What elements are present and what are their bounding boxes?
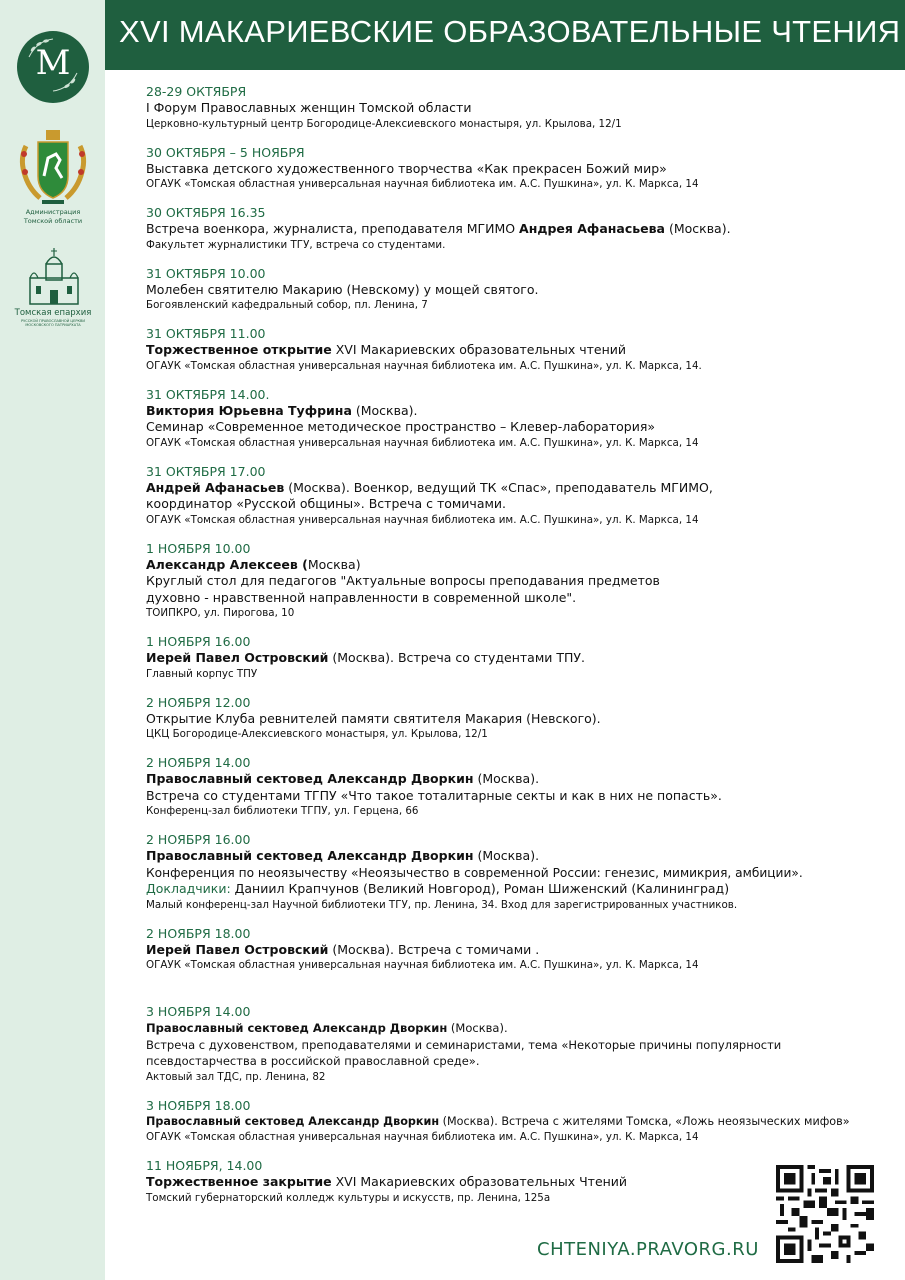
event-description: Встреча со студентами ТГПУ «Что такое тоталитарные секты и как в них не попасть». (146, 787, 722, 803)
eparchy-sub-line-2: МОСКОВСКОГО ПАТРИАРХАТА (25, 323, 81, 327)
event-speakers (146, 881, 886, 898)
event-title (146, 480, 886, 497)
title-bold: Православный сектовед Александр Дворкин (146, 848, 474, 863)
title-text: Москва) (307, 556, 361, 572)
title-text: (Москва). (447, 1021, 508, 1035)
event-title (146, 557, 886, 574)
event-description: псевдостарчества в российской православной среде». (146, 1054, 480, 1068)
event-place: ЦКЦ Богородице-Алексиевского монастыря, ул. Крылова, 12/1 (146, 728, 488, 740)
eparchy-sublabel (10, 319, 96, 327)
event-description: Круглый стол для педагогов "Актуальные вопросы преподавания предметов (146, 573, 660, 588)
event-place: Актовый зал ТДС, пр. Ленина, 82 (146, 1070, 326, 1083)
event-date: 31 ОКТЯБРЯ 11.00 (146, 326, 266, 341)
eparchy-sub-line-1: РУССКОЙ ПРАВОСЛАВНОЙ ЦЕРКВИ (21, 319, 85, 323)
header-bar (105, 0, 905, 70)
event-description: координатор «Русской общины». Встреча с томичами. (146, 496, 507, 511)
event-date: 30 ОКТЯБРЯ 16.35 (146, 205, 266, 220)
title-text: (Москва). (473, 771, 540, 786)
speakers-text: Даниил Крапчунов (Великий Новгород), Роман Шиженский (Калининград) (230, 881, 730, 896)
event-place: ОГАУК «Томская областная универсальная научная библиотека им. А.С. Пушкина», ул. К. Маркса, 14 (146, 436, 699, 449)
event-item (146, 540, 886, 622)
title-text: XVI Макариевских образовательных Чтений (331, 1174, 628, 1189)
event-place: Факультет журналистики ТГУ, встреча со студентами. (146, 238, 446, 251)
title-bold: Торжественное закрытие (146, 1174, 332, 1189)
event-place: ТОИПКРО, ул. Пирогова, 10 (146, 607, 295, 619)
title-bold: Иерей Павел Островский (146, 941, 329, 957)
event-date: 1 НОЯБРЯ 10.00 (146, 540, 251, 556)
event-place: Томский губернаторский колледж культуры и искусств, пр. Ленина, 125а (146, 1191, 551, 1204)
title-text: Встреча военкора, журналиста, преподавателя МГИМО (146, 221, 520, 236)
events-list (146, 83, 886, 1218)
event-title (146, 403, 886, 420)
event-date: 1 НОЯБРЯ 16.00 (146, 634, 251, 649)
event-item (146, 633, 886, 682)
event-date: 28-29 ОКТЯБРЯ (146, 84, 247, 99)
event-place: Богоявленский кафедральный собор, пл. Ленина, 7 (146, 299, 428, 311)
event-date: 2 НОЯБРЯ 18.00 (146, 925, 251, 941)
event-item (146, 463, 886, 528)
readings-logo (17, 31, 89, 103)
event-place: ОГАУК «Томская областная универсальная научная библиотека им. А.С. Пушкина», ул. К. Маркса, 14 (146, 513, 699, 526)
website-link[interactable]: CHTENIYA.PRAVORG.RU (537, 1239, 759, 1260)
event-date: 3 НОЯБРЯ 18.00 (146, 1097, 251, 1113)
event-place: Малый конференц-зал Научной библиотеки ТГУ, пр. Ленина, 34. Вход для зарегистрированных участников. (146, 898, 738, 911)
event-place: ОГАУК «Томская областная универсальная научная библиотека им. А.С. Пушкина», ул. К. Маркса, 14 (146, 178, 699, 190)
event-item (146, 831, 886, 913)
event-description: Конференция по неоязычеству «Неоязычество в современной России: генезис, мимикрия, амбиции». (146, 865, 803, 880)
logo-letter: М (35, 43, 71, 83)
event-date: 31 ОКТЯБРЯ 10.00 (146, 265, 266, 281)
administration-label (8, 208, 98, 226)
event-date: 2 НОЯБРЯ 12.00 (146, 694, 251, 710)
event-title (146, 1114, 886, 1131)
event-title (146, 221, 886, 238)
event-place: ОГАУК «Томская областная универсальная научная библиотека им. А.С. Пушкина», ул. К. Маркса, 14 (146, 1131, 699, 1143)
title-bold: Православный сектовед Александр Дворкин (146, 771, 474, 786)
event-date: 31 ОКТЯБРЯ 17.00 (146, 463, 266, 479)
admin-label-line-2: Томской области (23, 217, 83, 225)
event-date: 31 ОКТЯБРЯ 14.00. (146, 386, 270, 402)
event-title: I Форум Православных женщин Томской области (146, 100, 472, 115)
title-text: (Москва). (351, 402, 418, 418)
event-item (146, 1157, 886, 1206)
event-date: 2 НОЯБРЯ 14.00 (146, 755, 251, 770)
event-title (146, 848, 886, 865)
event-item (146, 83, 886, 132)
event-title (146, 771, 886, 788)
sidebar (0, 0, 105, 1280)
coat-of-arms-icon (16, 128, 90, 208)
event-item (146, 1097, 886, 1146)
event-title (146, 650, 886, 667)
church-icon (22, 248, 86, 308)
title-bold: Православный сектовед Александр Дворкин (146, 1021, 448, 1035)
event-item (146, 925, 886, 974)
title-bold: Виктория Юрьевна Туфрина (146, 402, 352, 418)
event-description: духовно - нравственной направленности в современной школе". (146, 589, 577, 605)
event-title: Открытие Клуба ревнителей памяти святителя Макария (Невского). (146, 710, 601, 726)
title-text: (Москва). Встреча со студентами ТПУ. (328, 650, 585, 665)
event-item (146, 204, 886, 253)
title-text: (Москва). Встреча с жителями Томска, «Ложь неоязыческих мифов» (439, 1114, 850, 1128)
event-item (146, 754, 886, 819)
event-description: Встреча с духовенством, преподавателями и семинаристами, тема «Некоторые причины популярности (146, 1037, 782, 1052)
event-item (146, 1003, 886, 1085)
event-title (146, 1174, 886, 1191)
event-title (146, 1020, 886, 1037)
title-bold: Андрей Афанасьев (146, 479, 285, 495)
event-item (146, 694, 886, 743)
title-text: (Москва). (473, 848, 540, 863)
event-item (146, 386, 886, 451)
event-place: Конференц-зал библиотеки ТГПУ, ул. Герцена, 66 (146, 805, 419, 817)
page-title: XVI МАКАРИЕВСКИЕ ОБРАЗОВАТЕЛЬНЫЕ ЧТЕНИЯ (119, 14, 901, 49)
event-place: Церковно-культурный центр Богородице-Алексиевского монастыря, ул. Крылова, 12/1 (146, 117, 622, 130)
event-title (146, 342, 886, 359)
title-text: (Москва). Встреча с томичами . (328, 941, 540, 957)
event-description: Семинар «Современное методическое пространство – Клевер-лаборатория» (146, 419, 655, 434)
speakers-label: Докладчики: (146, 881, 231, 896)
event-item (146, 325, 886, 374)
eparchy-label: Томская епархия (14, 308, 92, 318)
title-text: (Москва). Военкор, ведущий ТК «Спас», преподаватель МГИМО, (284, 479, 713, 495)
title-bold: Иерей Павел Островский (146, 650, 329, 665)
title-text: XVI Макариевских образовательных чтений (331, 342, 626, 357)
qr-code-icon[interactable] (776, 1165, 874, 1263)
event-date: 11 НОЯБРЯ, 14.00 (146, 1158, 263, 1173)
admin-label-line-1: Администрация (25, 208, 81, 216)
title-bold: Александр Алексеев ( (146, 556, 308, 572)
event-date: 3 НОЯБРЯ 14.00 (146, 1004, 251, 1019)
event-title: Выставка детского художественного творчества «Как прекрасен Божий мир» (146, 160, 667, 176)
event-date: 30 ОКТЯБРЯ – 5 НОЯБРЯ (146, 144, 305, 160)
event-item (146, 265, 886, 314)
event-date: 2 НОЯБРЯ 16.00 (146, 832, 251, 847)
event-place: ОГАУК «Томская областная универсальная научная библиотека им. А.С. Пушкина», ул. К. Маркса, 14. (146, 359, 702, 372)
title-bold: Торжественное открытие (146, 342, 332, 357)
title-bold: Андрея Афанасьева (519, 221, 665, 236)
event-place: ОГАУК «Томская областная универсальная научная библиотека им. А.С. Пушкина», ул. К. Маркса, 14 (146, 959, 699, 971)
title-bold: Православный сектовед Александр Дворкин (146, 1114, 440, 1128)
event-place: Главный корпус ТПУ (146, 667, 258, 680)
event-item (146, 144, 886, 193)
title-text: (Москва). (664, 221, 731, 236)
event-title (146, 942, 886, 959)
event-title: Молебен святителю Макарию (Невскому) у мощей святого. (146, 281, 539, 297)
